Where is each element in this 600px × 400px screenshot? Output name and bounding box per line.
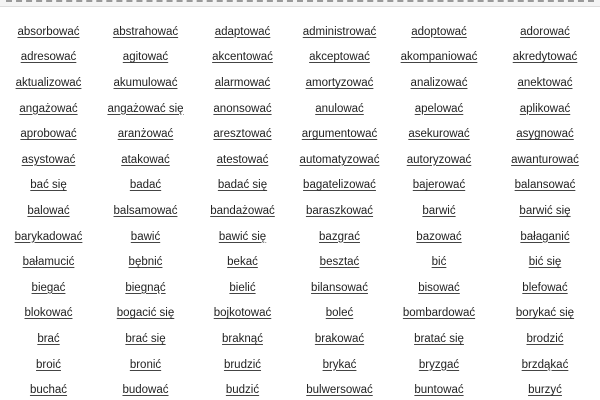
word-link-label: adaptować bbox=[214, 25, 271, 38]
word-link[interactable] bbox=[194, 173, 291, 199]
word-link-label: akredytować bbox=[512, 51, 578, 64]
word-link[interactable] bbox=[97, 352, 194, 378]
word-link-label: bazgrać bbox=[319, 230, 360, 243]
word-link-label: budzić bbox=[225, 384, 260, 397]
word-link[interactable] bbox=[97, 19, 194, 45]
word-link[interactable] bbox=[490, 352, 600, 378]
word-link[interactable] bbox=[97, 275, 194, 301]
word-link-label: akumulować bbox=[113, 76, 178, 89]
word-link-label: aprobować bbox=[20, 128, 77, 141]
word-link[interactable] bbox=[291, 301, 388, 327]
word-link[interactable] bbox=[194, 224, 291, 250]
word-link-label: borykać się bbox=[515, 307, 575, 320]
word-link[interactable] bbox=[388, 224, 490, 250]
word-link-label: bandażować bbox=[210, 204, 275, 217]
word-link[interactable] bbox=[194, 198, 291, 224]
word-link-label: biegnąć bbox=[125, 281, 166, 294]
word-link-label: adoptować bbox=[411, 25, 467, 38]
word-link[interactable] bbox=[388, 326, 490, 352]
word-link[interactable] bbox=[388, 173, 490, 199]
word-link[interactable] bbox=[0, 96, 97, 122]
word-link-label: broić bbox=[36, 358, 61, 371]
word-link-label: bombardować bbox=[402, 307, 476, 320]
word-link[interactable] bbox=[0, 224, 97, 250]
word-link[interactable] bbox=[490, 198, 600, 224]
word-link-label: awanturować bbox=[511, 153, 579, 166]
word-link-label: angażować się bbox=[107, 102, 184, 115]
word-link[interactable] bbox=[490, 173, 600, 199]
word-link-label: bagatelizować bbox=[303, 179, 376, 192]
word-link-label: brudzić bbox=[223, 358, 262, 371]
word-link[interactable] bbox=[291, 377, 388, 400]
word-link-label: alarmować bbox=[214, 76, 271, 89]
word-link-label: bałamucić bbox=[22, 256, 75, 269]
word-link-label: autoryzować bbox=[406, 153, 472, 166]
word-link[interactable] bbox=[291, 352, 388, 378]
word-link[interactable] bbox=[490, 377, 600, 400]
word-link-label: brać bbox=[37, 332, 60, 345]
word-link-label: barwić się bbox=[519, 204, 571, 217]
word-link[interactable] bbox=[388, 198, 490, 224]
word-link[interactable] bbox=[490, 301, 600, 327]
word-link[interactable] bbox=[490, 249, 600, 275]
word-link-label: aranżować bbox=[117, 128, 174, 141]
word-link[interactable] bbox=[291, 173, 388, 199]
word-link[interactable] bbox=[490, 70, 600, 96]
word-link-label: asekurować bbox=[408, 128, 470, 141]
word-link[interactable] bbox=[388, 45, 490, 71]
word-link[interactable] bbox=[0, 249, 97, 275]
word-link-label: argumentować bbox=[301, 128, 378, 141]
word-link-label: aresztować bbox=[213, 128, 272, 141]
word-link[interactable] bbox=[291, 121, 388, 147]
word-link[interactable] bbox=[97, 173, 194, 199]
word-link-label: adorować bbox=[520, 25, 570, 38]
word-link[interactable] bbox=[388, 301, 490, 327]
word-link[interactable] bbox=[97, 377, 194, 400]
word-link-label: barwić bbox=[422, 204, 456, 217]
word-link-label: bojkotować bbox=[213, 307, 272, 320]
word-link-label: burzyć bbox=[528, 384, 562, 397]
word-link[interactable] bbox=[97, 249, 194, 275]
word-link[interactable] bbox=[490, 224, 600, 250]
word-link-label: brodzić bbox=[526, 332, 564, 345]
word-link[interactable] bbox=[291, 198, 388, 224]
word-link-label: asygnować bbox=[516, 128, 574, 141]
word-link-label: akceptować bbox=[309, 51, 370, 64]
word-link-label: amortyzować bbox=[305, 76, 374, 89]
word-link[interactable] bbox=[0, 121, 97, 147]
word-link-label: bulwersować bbox=[306, 384, 373, 397]
word-link[interactable] bbox=[388, 96, 490, 122]
word-link-label: apelować bbox=[414, 102, 464, 115]
word-link[interactable] bbox=[194, 249, 291, 275]
word-link-label: bałaganić bbox=[520, 230, 570, 243]
dashed-rule bbox=[6, 0, 594, 5]
word-link[interactable] bbox=[291, 70, 388, 96]
word-link-label: blefować bbox=[522, 281, 568, 294]
word-link[interactable] bbox=[97, 147, 194, 173]
word-link-label: agitować bbox=[122, 51, 169, 64]
word-link-label: brzdąkać bbox=[521, 358, 569, 371]
word-link-label: bębnić bbox=[128, 256, 163, 269]
word-link[interactable] bbox=[291, 275, 388, 301]
word-link[interactable] bbox=[0, 147, 97, 173]
word-link[interactable] bbox=[0, 326, 97, 352]
word-link[interactable] bbox=[291, 326, 388, 352]
word-link[interactable] bbox=[97, 45, 194, 71]
word-link[interactable] bbox=[0, 45, 97, 71]
word-link[interactable] bbox=[97, 326, 194, 352]
word-link[interactable] bbox=[291, 224, 388, 250]
word-link[interactable] bbox=[97, 70, 194, 96]
word-link-label: bratać się bbox=[414, 332, 464, 345]
word-link-label: atestować bbox=[216, 153, 269, 166]
word-link[interactable] bbox=[194, 19, 291, 45]
word-link[interactable] bbox=[388, 70, 490, 96]
word-link-label: bogacić się bbox=[116, 307, 175, 320]
word-link-label: buntować bbox=[414, 384, 464, 397]
word-link-label: buchać bbox=[29, 384, 68, 397]
word-link-label: anulować bbox=[315, 102, 364, 115]
word-link[interactable] bbox=[388, 121, 490, 147]
word-link-label: bić bbox=[431, 256, 447, 269]
word-link-label: besztać bbox=[319, 256, 360, 269]
word-link-label: automatyzować bbox=[299, 153, 380, 166]
word-link[interactable] bbox=[490, 45, 600, 71]
word-link[interactable] bbox=[97, 224, 194, 250]
word-link-label: bawić się bbox=[218, 230, 267, 243]
word-link-label: balansować bbox=[514, 179, 576, 192]
word-link[interactable] bbox=[0, 377, 97, 400]
word-link[interactable] bbox=[291, 249, 388, 275]
word-link[interactable] bbox=[0, 198, 97, 224]
word-link-label: balsamować bbox=[113, 204, 178, 217]
word-link-label: adresować bbox=[20, 51, 77, 64]
word-link[interactable] bbox=[97, 198, 194, 224]
word-link[interactable] bbox=[0, 275, 97, 301]
word-link-label: baraszkować bbox=[305, 204, 374, 217]
word-link[interactable] bbox=[0, 173, 97, 199]
word-link[interactable] bbox=[490, 19, 600, 45]
word-link-label: bronić bbox=[129, 358, 162, 371]
word-link-label: blokować bbox=[24, 307, 73, 320]
word-link[interactable] bbox=[97, 121, 194, 147]
word-link[interactable] bbox=[194, 147, 291, 173]
word-link[interactable] bbox=[291, 147, 388, 173]
word-link-label: biegać bbox=[31, 281, 66, 294]
word-link[interactable] bbox=[194, 96, 291, 122]
word-link-label: balować bbox=[27, 204, 70, 217]
word-link[interactable] bbox=[388, 352, 490, 378]
word-link-label: analizować bbox=[410, 76, 468, 89]
word-link[interactable] bbox=[0, 19, 97, 45]
word-link-label: badać się bbox=[217, 179, 268, 192]
word-link[interactable] bbox=[490, 326, 600, 352]
word-link[interactable] bbox=[388, 19, 490, 45]
word-link[interactable] bbox=[388, 249, 490, 275]
word-grid bbox=[0, 19, 600, 400]
word-link-label: boleć bbox=[325, 307, 354, 320]
word-link-label: bryzgać bbox=[418, 358, 460, 371]
word-link-label: brakować bbox=[314, 332, 365, 345]
word-link-label: barykadować bbox=[14, 230, 83, 243]
word-link[interactable] bbox=[388, 275, 490, 301]
word-link[interactable] bbox=[0, 70, 97, 96]
word-link[interactable] bbox=[291, 45, 388, 71]
word-link[interactable] bbox=[490, 96, 600, 122]
word-link[interactable] bbox=[194, 377, 291, 400]
word-link-label: badać bbox=[129, 179, 162, 192]
word-link-label: anektować bbox=[517, 76, 573, 89]
word-link-label: bać się bbox=[30, 179, 67, 192]
word-link[interactable] bbox=[97, 301, 194, 327]
word-link[interactable] bbox=[490, 275, 600, 301]
word-link-label: atakować bbox=[121, 153, 170, 166]
word-link[interactable] bbox=[194, 121, 291, 147]
word-link-label: bielić bbox=[229, 281, 256, 294]
word-link-label: aktualizować bbox=[15, 76, 82, 89]
word-link-label: bić się bbox=[528, 256, 562, 269]
word-link-label: budować bbox=[122, 384, 169, 397]
word-link-label: bawić bbox=[130, 230, 161, 243]
word-link-label: anonsować bbox=[213, 102, 272, 115]
word-link-label: absorbować bbox=[17, 25, 80, 38]
word-link-label: braknąć bbox=[222, 332, 263, 345]
word-link-label: brać się bbox=[125, 332, 166, 345]
word-link-label: abstrahować bbox=[112, 25, 179, 38]
word-link-label: bisować bbox=[418, 281, 460, 294]
word-link-label: aplikować bbox=[519, 102, 571, 115]
word-link[interactable] bbox=[0, 301, 97, 327]
word-link-label: administrować bbox=[302, 25, 377, 38]
word-link[interactable] bbox=[490, 147, 600, 173]
word-link-label: bajerować bbox=[412, 179, 466, 192]
word-link-label: bekać bbox=[227, 256, 258, 269]
word-link[interactable] bbox=[0, 352, 97, 378]
word-link[interactable] bbox=[194, 326, 291, 352]
word-link[interactable] bbox=[194, 301, 291, 327]
word-link-label: asystować bbox=[21, 153, 76, 166]
word-link[interactable] bbox=[291, 19, 388, 45]
word-link-label: bilansować bbox=[311, 281, 368, 294]
word-link[interactable] bbox=[388, 147, 490, 173]
word-link[interactable] bbox=[97, 96, 194, 122]
word-link[interactable] bbox=[194, 45, 291, 71]
word-link[interactable] bbox=[194, 352, 291, 378]
word-link-label: akompaniować bbox=[400, 51, 478, 64]
word-link[interactable] bbox=[291, 96, 388, 122]
word-link[interactable] bbox=[490, 121, 600, 147]
word-link-label: akcentować bbox=[212, 51, 273, 64]
word-link[interactable] bbox=[194, 70, 291, 96]
word-link-label: brykać bbox=[322, 358, 357, 371]
word-link-label: angażować bbox=[19, 102, 78, 115]
word-link[interactable] bbox=[194, 275, 291, 301]
word-link[interactable] bbox=[388, 377, 490, 400]
top-divider bbox=[0, 0, 600, 7]
word-link-label: bazować bbox=[416, 230, 462, 243]
